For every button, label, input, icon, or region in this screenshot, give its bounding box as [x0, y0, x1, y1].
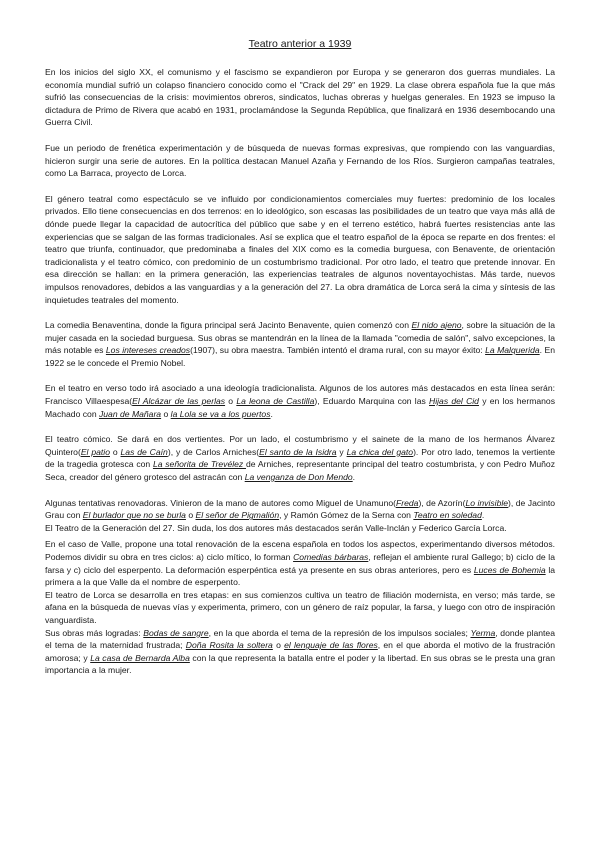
- work-title: Hijas del Cid: [429, 396, 479, 407]
- paragraph-historical-context: En los inicios del siglo XX, el comunismo y el fascismo se expandieron por Europa y se generaron dos guerras mundiales. La economía mundial sufrió un colapso financiero conocido como el "Crack del 29" en 1929. La clase obrera española fue la que más sufrió las consecuencias de la crisis: movimientos obreros, sindicatos, luchas obreras y huelgas generales. En 1923 se impuso la dictadura de Primo de Rivera que acabó en 1931, proclamándose la Segunda República, que finalizará en 1936 desembocando una Guerra Civil.: [45, 67, 555, 128]
- text-run: o: [185, 510, 196, 521]
- work-title: La venganza de Don Mendo: [244, 472, 353, 483]
- work-title: Las de Caín: [120, 446, 168, 457]
- text-run: o: [161, 408, 171, 419]
- work-title: Teatro en soledad: [413, 510, 482, 521]
- text-run: , en el que aborda el motivo de la frustración amorosa; y: [45, 640, 555, 663]
- paragraph-experimentation: Fue un periodo de frenética experimentación y de búsqueda de nuevas formas expresivas, que rompiendo con las vanguardias, hicieron surgir una serie de autores. En la política destacan Manuel Azaña y Fernando de los Ríos. Surgieron campañas teatrales, como La Barraca, proyecto de Lorca.: [45, 142, 555, 179]
- text-run: , y Ramón Gómez de la Serna con: [279, 510, 414, 521]
- paragraph-renewal-attempts: [45, 497, 555, 522]
- work-title: Yerma: [470, 627, 496, 638]
- paragraph-lorca-stages: El teatro de Lorca se desarrolla en tres etapas: en sus comienzos cultiva un teatro de filiación modernista, en verso; más tarde, se afana en la búsqueda de nuevas vías y experimenta, primero, con un género de raíz popular, la farsa, y luego con otro de inspiración vanguardista.: [45, 589, 555, 625]
- text-run: En el teatro en verso todo irá asociado a una ideología tradicionalista. Algunos de los autores más destacados en esta línea serán: Francisco Villaespesa(: [45, 383, 555, 407]
- document-title: Teatro anterior a 1939: [248, 38, 352, 50]
- work-title: Bodas de sangre: [143, 627, 209, 638]
- text-run: de Arniches, representante principal del teatro costumbrista, y con Pedro Muñoz Seca, creador del género grotesco del astracán con: [45, 459, 555, 483]
- text-run: ), de Jacinto Grau con: [45, 497, 556, 521]
- text-run: ), y de Carlos Arniches(: [167, 446, 260, 457]
- work-title: La Malquerida: [485, 345, 540, 356]
- work-title: Freda: [396, 497, 419, 508]
- text-run: con la que representa la batalla entre el poder y la libertad. En sus obras se le presta una gran importancia a la mujer.: [45, 652, 555, 676]
- paragraph-comic-theatre: [45, 433, 555, 483]
- work-title: La leona de Castilla: [236, 396, 315, 407]
- text-run: o: [272, 640, 285, 651]
- work-title: El santo de la Isidra: [259, 446, 337, 457]
- text-run: Sus obras más logradas:: [45, 627, 144, 638]
- text-run: , en la que aborda el tema de la represión de los impulsos sociales;: [208, 627, 471, 638]
- work-title: El Alcázar de las perlas: [132, 396, 226, 407]
- text-run: ). Por otro lado, tenemos la vertiente de la tragedia grotesca con: [45, 446, 555, 470]
- work-title: Juan de Mañara: [98, 408, 162, 419]
- text-run: ), de Azorín(: [418, 497, 466, 508]
- work-title: Comedias bárbaras: [293, 552, 369, 562]
- work-title: El señor de Pigmalión: [195, 510, 280, 521]
- work-title: El patio: [80, 446, 110, 457]
- work-title: el lenguaje de las flores: [284, 640, 378, 651]
- work-title: la Lola se va a los puertos: [170, 408, 271, 419]
- text-run: o: [109, 446, 121, 457]
- text-run: .: [352, 472, 356, 483]
- paragraph-benavente: [45, 319, 555, 369]
- text-run: .: [481, 510, 485, 521]
- work-title: Los intereses creados: [105, 345, 191, 356]
- text-run: En el caso de Valle, propone una total renovación de la escena española en todos los aspectos, experimentando diversos métodos. Podemos dividir su obra en tres ciclos: a) ciclo mítico, lo forman: [45, 539, 555, 562]
- text-run: , sobre la situación de la mujer casada en la sociedad burguesa. Sus obras se mantendrán en la línea de la llamada "comedia de salón", salvo excepciones, la más notable es: [45, 320, 555, 356]
- text-run: .: [270, 408, 273, 419]
- text-run: El teatro cómico. Se dará en dos vertientes. Por un lado, el costumbrismo y el sainete de la mano de los hermanos Álvarez Quintero(: [45, 434, 555, 457]
- work-title: Doña Rosita la soltera: [185, 640, 273, 651]
- paragraph-valle-inclan: [45, 538, 555, 588]
- paragraph-verse-theatre: [45, 382, 555, 420]
- text-run: Algunas tentativas renovadoras. Vinieron de la mano de autores como Miguel de Unamuno(: [45, 497, 396, 508]
- text-run: y en los hermanos Machado con: [45, 396, 555, 419]
- work-title: El nido ajeno: [411, 320, 462, 331]
- work-title: La casa de Bernarda Alba: [90, 652, 190, 663]
- text-run: ), Eduardo Marquina con las: [314, 396, 430, 407]
- text-run: , reflejan el ambiente rural Gallego; b) ciclo de la farsa y c) ciclo del esperpento. La deformación esperpéntica está ya presente en sus obras anteriores, pero es: [45, 552, 556, 575]
- work-title: Luces de Bohemia: [473, 564, 546, 575]
- paragraph-lorca-works: [45, 627, 555, 677]
- text-run: . En 1922 se le concede el Premio Nobel.: [45, 345, 555, 368]
- text-run: La comedia Benaventina, donde la figura principal será Jacinto Benavente, quien comenzó con: [45, 320, 412, 331]
- text-run: , donde plantea el tema de la maternidad frustrada;: [45, 627, 555, 651]
- work-title: La señorita de Trevélez: [152, 459, 246, 470]
- paragraph-generation-27: El Teatro de la Generación del 27. Sin duda, los dos autores más destacados serán Valle-Inclán y Federico García Lorca.: [45, 522, 507, 533]
- work-title: Lo invisible: [465, 497, 509, 508]
- paragraph-theatre-genre: El género teatral como espectáculo se ve influido por condicionamientos comerciales muy fuertes: predominio de los locales privados. Ello tiene consecuencias en dos terrenos: en lo ideológico, son escasas las posibilidades de un teatro que vaya más allá de dónde puede llegar la capacidad de autocrítica del público que sabe y en el terreno estético, habrá fuertes resistencias ante las experiencias que se salgan de las formas tradicionales. Así se explica que el teatro español de la época se reparte en dos frentes: el teatro que triunfa, continuador, que predominaba a finales del XIX como es la comedia burguesa, con Benavente, de orientación tradicionalista y el teatro cómico, con predominio de un costumbrismo tradicional. Por otro lado, el teatro que pretende innovar. En esa dirección se hallan: en la primera generación, las experiencias teatrales de algunos noventayochistas. Más tarde, nuevos impulsos renovadores, debidos a las vanguardias y a la generación del 27. La obra dramática de Lorca será la cima y síntesis de las inquietudes teatrales del momento.: [45, 193, 555, 305]
- text-run: (1907), su obra maestra. También intentó el drama rural, con su mayor éxito:: [190, 345, 486, 356]
- text-run: la primera a la que Valle da el nombre de esperpento.: [45, 564, 556, 588]
- text-run: y: [336, 446, 347, 457]
- text-run: o: [225, 396, 237, 407]
- work-title: La chica del gato: [346, 446, 414, 457]
- work-title: El burlador que no se burla: [82, 510, 186, 521]
